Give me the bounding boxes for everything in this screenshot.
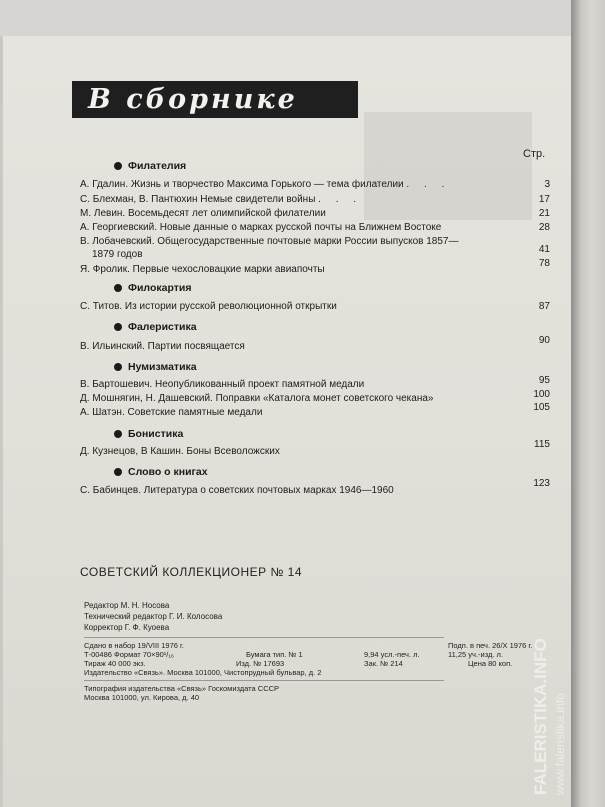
entry-page-number: 100	[533, 389, 550, 400]
entry-page-number: 17	[538, 194, 550, 205]
credit-proofreader: Корректор Г. Ф. Куоева	[84, 623, 170, 632]
watermark-brand: FALERISTIKA.INFO	[531, 638, 550, 795]
toc-entry: В. Лобачевский. Общегосударственные почтовые марки России выпусков 1857— 41	[80, 236, 550, 255]
watermark-url: www.faleristika.info	[553, 692, 567, 795]
toc-entry: С. Титов. Из истории русской революционной открытки 87	[80, 301, 550, 312]
section-heading-bonistics: Бонистика	[114, 428, 183, 440]
page-title: В сборнике	[88, 84, 298, 115]
toc-entry: В. Ильинский. Партии посвящается 90	[80, 335, 550, 352]
bullet-icon	[114, 430, 122, 438]
entry-page-number: 90	[538, 335, 550, 346]
imprint-line: Т-00486 Формат 70×90¹/₁₆	[84, 650, 174, 659]
entry-page-number: 21	[538, 208, 550, 219]
bullet-icon	[114, 363, 122, 371]
entry-page-number: 123	[533, 478, 550, 489]
entry-page-number: 87	[538, 301, 550, 312]
section-heading-philately: Филателия	[114, 160, 186, 172]
toc-entry: В. Бартошевич. Неопубликованный проект памятной медали 95	[80, 375, 550, 390]
entry-page-number: 28	[538, 222, 550, 233]
imprint-line: Сдано в набор 19/VIII 1976 г.	[84, 641, 184, 650]
magazine-title: СОВЕТСКИЙ КОЛЛЕКЦИОНЕР № 14	[80, 565, 303, 579]
imprint-line: Тираж 40 000 экз.	[84, 659, 146, 668]
background-strip	[0, 0, 605, 36]
imprint-paper: Бумага тип. № 1	[246, 650, 303, 659]
imprint-publ-sheets: 11,25 уч.-изд. л.	[448, 650, 504, 659]
printing-address: Москва 101000, ул. Кирова, д. 40	[84, 693, 200, 702]
toc-entry: Я. Фролик. Первые чехословацкие марки авиапочты 78	[80, 258, 550, 275]
credit-editor: Редактор М. Н. Носова	[84, 601, 170, 610]
page-column-label: Стр.	[523, 148, 546, 160]
entry-page-number: 78	[538, 258, 550, 269]
entry-page-number: 3	[544, 179, 550, 190]
toc-entry: С. Бабинцев. Литература о советских почтовых марках 1946—1960 123	[80, 478, 550, 496]
section-heading-numismatics: Нумизматика	[114, 361, 197, 373]
bullet-icon	[114, 468, 122, 476]
printing-house: Типография издательства «Связь» Госкомиздата СССР	[84, 684, 280, 693]
imprint-edition: Изд. № 17693	[236, 659, 285, 668]
section-heading-philocarty: Филокартия	[114, 282, 191, 294]
toc-entry: Д. Кузнецов, В Кашин. Боны Всеволожских 115	[80, 439, 550, 457]
toc-entry: С. Блехман, В. Пантюхин Немые свидетели войны . . . 17	[80, 194, 550, 205]
imprint-sheets: 9,94 усл.-печ. л.	[364, 650, 420, 659]
toc-entry: А. Шатэн. Советские памятные медали 105	[80, 402, 550, 418]
imprint-line: Издательство «Связь». Москва 101000, Чистопрудный бульвар, д. 2	[84, 668, 322, 677]
watermark	[520, 600, 580, 800]
toc-entry: М. Левин. Восемьдесят лет олимпийской филателии 21	[80, 208, 550, 219]
toc-entry: А. Гдалин. Жизнь и творчество Максима Горького — тема филателии . . . 3	[80, 179, 550, 190]
toc-entry: Д. Мошнягин, Н. Дашевский. Поправки «Каталога монет советского чекана» 100	[80, 389, 550, 404]
imprint-order: Зак. № 214	[364, 659, 403, 668]
imprint-price: Цена 80 коп.	[468, 659, 513, 668]
section-heading-phaleristics: Фалеристика	[114, 321, 197, 333]
toc-entry: А. Георгиевский. Новые данные о марках русской почты на Ближнем Востоке 28	[80, 222, 550, 233]
entry-page-number: 105	[533, 402, 550, 413]
divider	[84, 637, 444, 638]
imprint-signed: Подп. в печ. 26/X 1976 г.	[448, 641, 533, 650]
entry-page-number: 41	[538, 244, 550, 255]
bullet-icon	[114, 323, 122, 331]
bullet-icon	[114, 162, 122, 170]
divider	[84, 680, 444, 681]
entry-page-number: 95	[538, 375, 550, 386]
bullet-icon	[114, 284, 122, 292]
section-heading-books: Слово о книгах	[114, 466, 208, 478]
entry-page-number: 115	[534, 439, 550, 450]
credit-tech-editor: Технический редактор Г. И. Колосова	[84, 612, 223, 621]
toc-entry-continued: 1879 годов	[92, 249, 143, 260]
